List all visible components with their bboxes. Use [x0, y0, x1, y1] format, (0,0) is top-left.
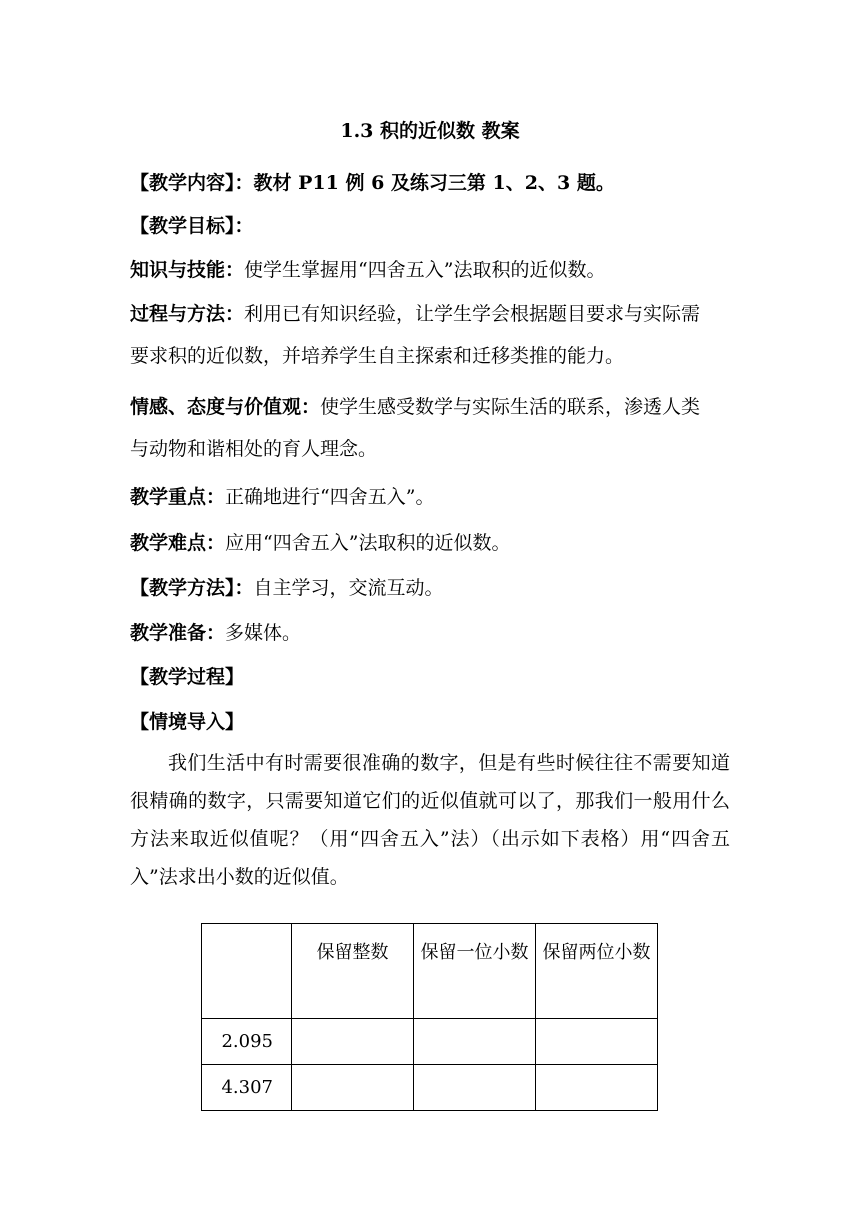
table-header-cell: 保留一位小数: [414, 924, 536, 1019]
table-header-cell: 保留整数: [292, 924, 414, 1019]
knowledge-skills-label: 知识与技能：: [130, 259, 245, 281]
teaching-process-heading: 【教学过程】: [130, 666, 245, 688]
process-methods-line1: [130, 299, 700, 326]
emotion-values-text-2: 与动物和谐相处的育人理念。: [130, 438, 378, 460]
process-methods-text-1: 利用已有知识经验，让学生学会根据题目要求与实际需: [244, 303, 701, 325]
teaching-method: [130, 573, 444, 600]
table-header-cell: [202, 924, 292, 1019]
document-title: 1.3 积的近似数 教案: [340, 120, 520, 142]
table-row-number: 4.307: [202, 1065, 292, 1111]
table-header-cell: 保留两位小数: [536, 924, 658, 1019]
table-cell: [292, 1019, 414, 1065]
teaching-content: [130, 168, 615, 195]
teaching-prep-label: 教学准备：: [130, 622, 226, 644]
table-cell: [536, 1019, 658, 1065]
table-row-number: 2.095: [202, 1019, 292, 1065]
teaching-method-label: 【教学方法】：: [130, 577, 254, 599]
table-row: [202, 1065, 658, 1111]
teaching-prep: [130, 618, 301, 645]
approximation-table: [201, 923, 658, 1111]
key-point-text: 正确地进行“四舍五入”。: [225, 486, 435, 508]
emotion-values-label: 情感、态度与价值观：: [130, 396, 321, 418]
teaching-content-text: 教材 P11 例 6 及练习三第 1、2、3 题。: [253, 172, 615, 194]
table-cell: [536, 1065, 658, 1111]
key-point: [130, 482, 434, 509]
teaching-method-text: 自主学习，交流互动。: [253, 577, 444, 599]
knowledge-skills: [130, 255, 605, 282]
knowledge-skills-text: 使学生掌握用“四舍五入”法取积的近似数。: [244, 259, 606, 281]
table-row: [202, 1019, 658, 1065]
intro-paragraph: 我们生活中有时需要很准确的数字，但是有些时候往往不需要知道很精确的数字，只需要知道它们的近似值就可以了，那我们一般用什么方法来取近似值呢？（用“四舍五入”法）（出示如下表格）用“四舍五入”法求出小数的近似值。: [130, 752, 730, 888]
difficulty-label: 教学难点：: [130, 532, 226, 554]
process-methods-text-2: 要求积的近似数，并培养学生自主探索和迁移类推的能力。: [130, 345, 625, 367]
table-cell: [414, 1065, 536, 1111]
teaching-content-label: 【教学内容】：: [130, 172, 254, 194]
table-header-row: [202, 924, 658, 1019]
teaching-prep-text: 多媒体。: [225, 622, 302, 644]
teaching-goals-heading: 【教学目标】：: [130, 215, 254, 237]
difficulty: [130, 528, 510, 555]
difficulty-text: 应用“四舍五入”法取积的近似数。: [225, 532, 511, 554]
intro-heading: 【情境导入】: [130, 711, 245, 733]
emotion-values-line1: [130, 392, 700, 419]
emotion-values-text-1: 使学生感受数学与实际生活的联系，渗透人类: [320, 396, 701, 418]
table-cell: [292, 1065, 414, 1111]
key-point-label: 教学重点：: [130, 486, 226, 508]
process-methods-label: 过程与方法：: [130, 303, 245, 325]
table-cell: [414, 1019, 536, 1065]
